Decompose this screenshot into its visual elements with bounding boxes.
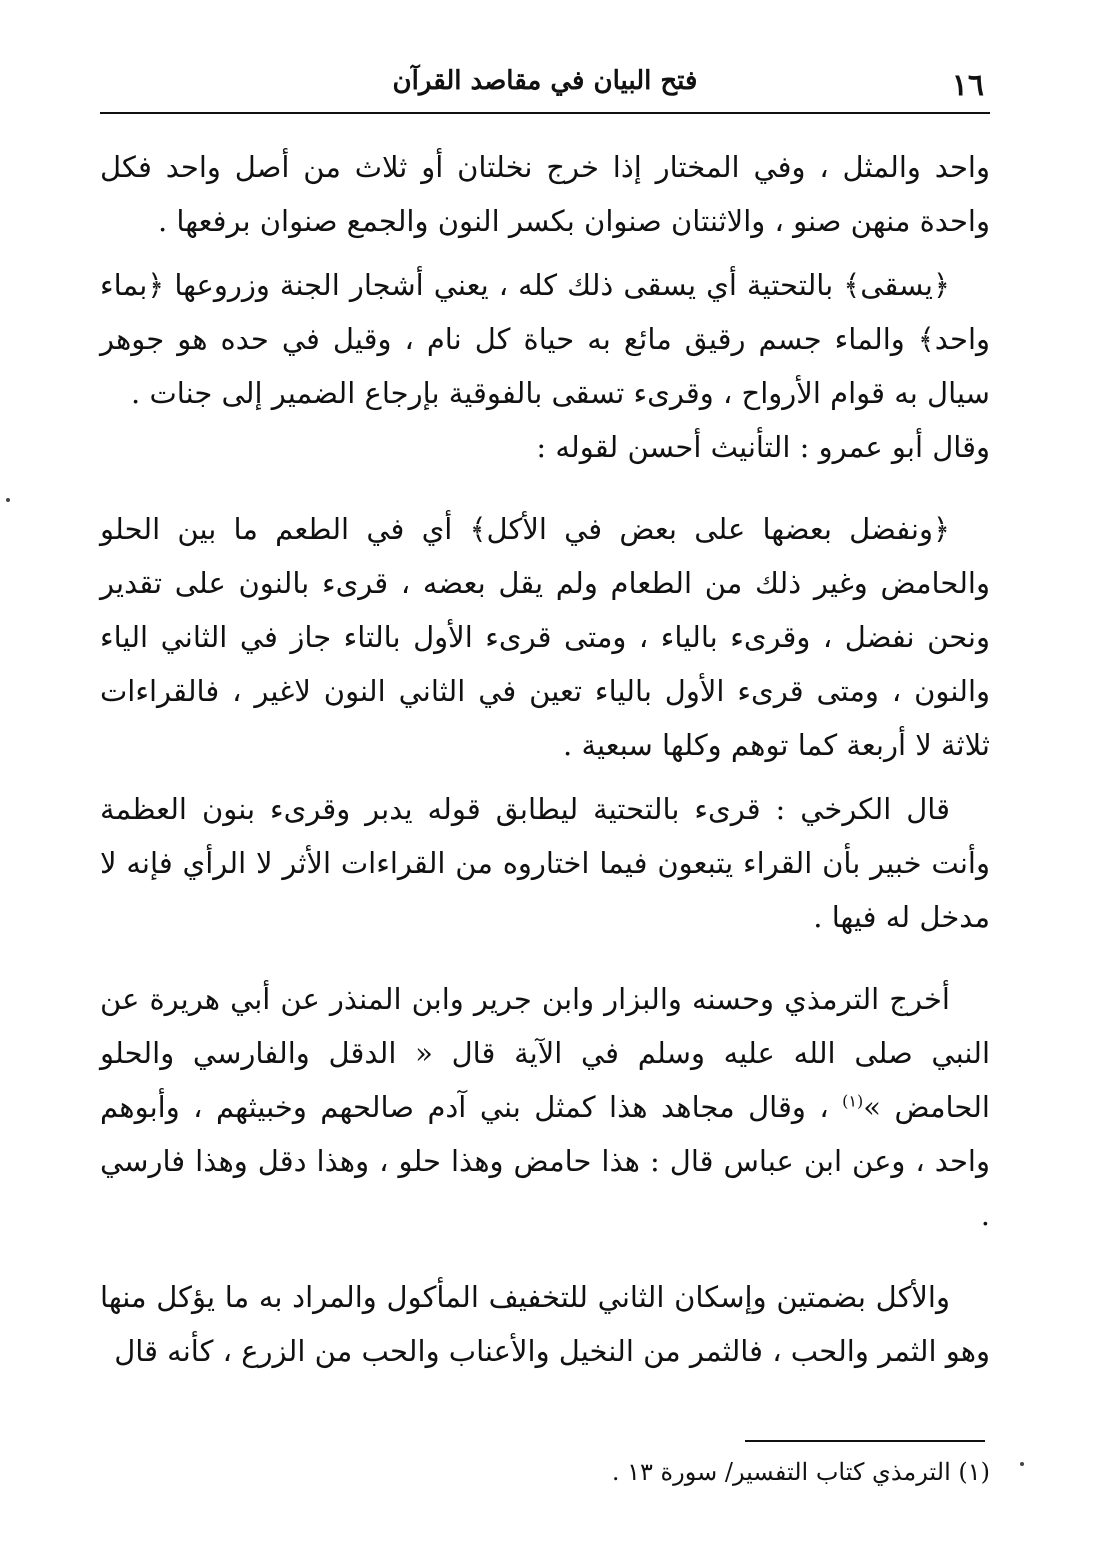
page-number: ١٦ — [951, 68, 984, 103]
footnote-rule — [745, 1440, 985, 1442]
paragraph: واحد والمثل ، وفي المختار إذا خرج نخلتان أو ثلاث من أصل واحد فكل واحدة منهن صنو ، والاثنتان صنوان بكسر النون والجمع صنوان برفعها . — [100, 150, 990, 238]
paragraph: ﴿يسقى﴾ بالتحتية أي يسقى ذلك كله ، يعني أشجار الجنة وزروعها ﴿بماء واحد﴾ والماء جسم رقيق مائع به حياة كل نام ، وقيل في حده هو جوهر سيال به قوام الأرواح ، وقرىء تسقى بالفوقية بإرجاع الضمير إلى جنات . — [100, 268, 990, 410]
paragraph-with-footnote — [100, 972, 990, 1242]
paragraph-text: ، وقال مجاهد هذا كمثل بني آدم صالحهم وخبيثهم ، وأبوهم واحد ، وعن ابن عباس قال : هذا حامض وهذا حلو ، وهذا دقل وهذا فارسي . — [100, 1090, 990, 1232]
footnote: (١) الترمذي كتاب التفسير/ سورة ١٣ . — [611, 1458, 990, 1486]
paragraph: ﴿ونفضل بعضها على بعض في الأكل﴾ أي في الطعم ما بين الحلو والحامض وغير ذلك من الطعام ولم يقل بعضه ، قرىء بالنون على تقدير ونحن نفضل ، وقرىء بالياء ، ومتى قرىء الأول بالتاء جاز في الثاني الياء والنون ، ومتى قرىء الأول بالياء تعين في الثاني النون لاغير ، فالقراءات ثلاثة لا أربعة كما توهم وكلها سبعية . — [100, 512, 990, 762]
running-title: فتح البيان في مقاصد القرآن — [392, 66, 698, 96]
page-header — [100, 62, 990, 112]
scan-speck — [1020, 1462, 1024, 1466]
footnote-reference[interactable]: (١) — [842, 1091, 864, 1111]
paragraph: قال الكرخي : قرىء بالتحتية ليطابق قوله يدبر وقرىء بنون العظمة وأنت خبير بأن القراء يتبعون فيما اختاروه من القراءات الأثر لا الرأي فإنه لا مدخل له فيها . — [100, 792, 990, 934]
body-text — [100, 140, 990, 1378]
paragraph: وقال أبو عمرو : التأنيث أحسن لقوله : — [536, 430, 990, 464]
paragraph: والأكل بضمتين وإسكان الثاني للتخفيف المأكول والمراد به ما يؤكل منها وهو الثمر والحب ، فالثمر من النخيل والأعناب والحب من الزرع ، كأنه قال — [100, 1280, 990, 1368]
header-rule — [100, 112, 990, 114]
paragraph-text: أخرج الترمذي وحسنه والبزار وابن جرير وابن المنذر عن أبي هريرة عن النبي صلى الله عليه وسلم في الآية قال « الدقل والفارسي والحلو الحامض » — [100, 982, 990, 1124]
scan-speck — [6, 498, 10, 502]
